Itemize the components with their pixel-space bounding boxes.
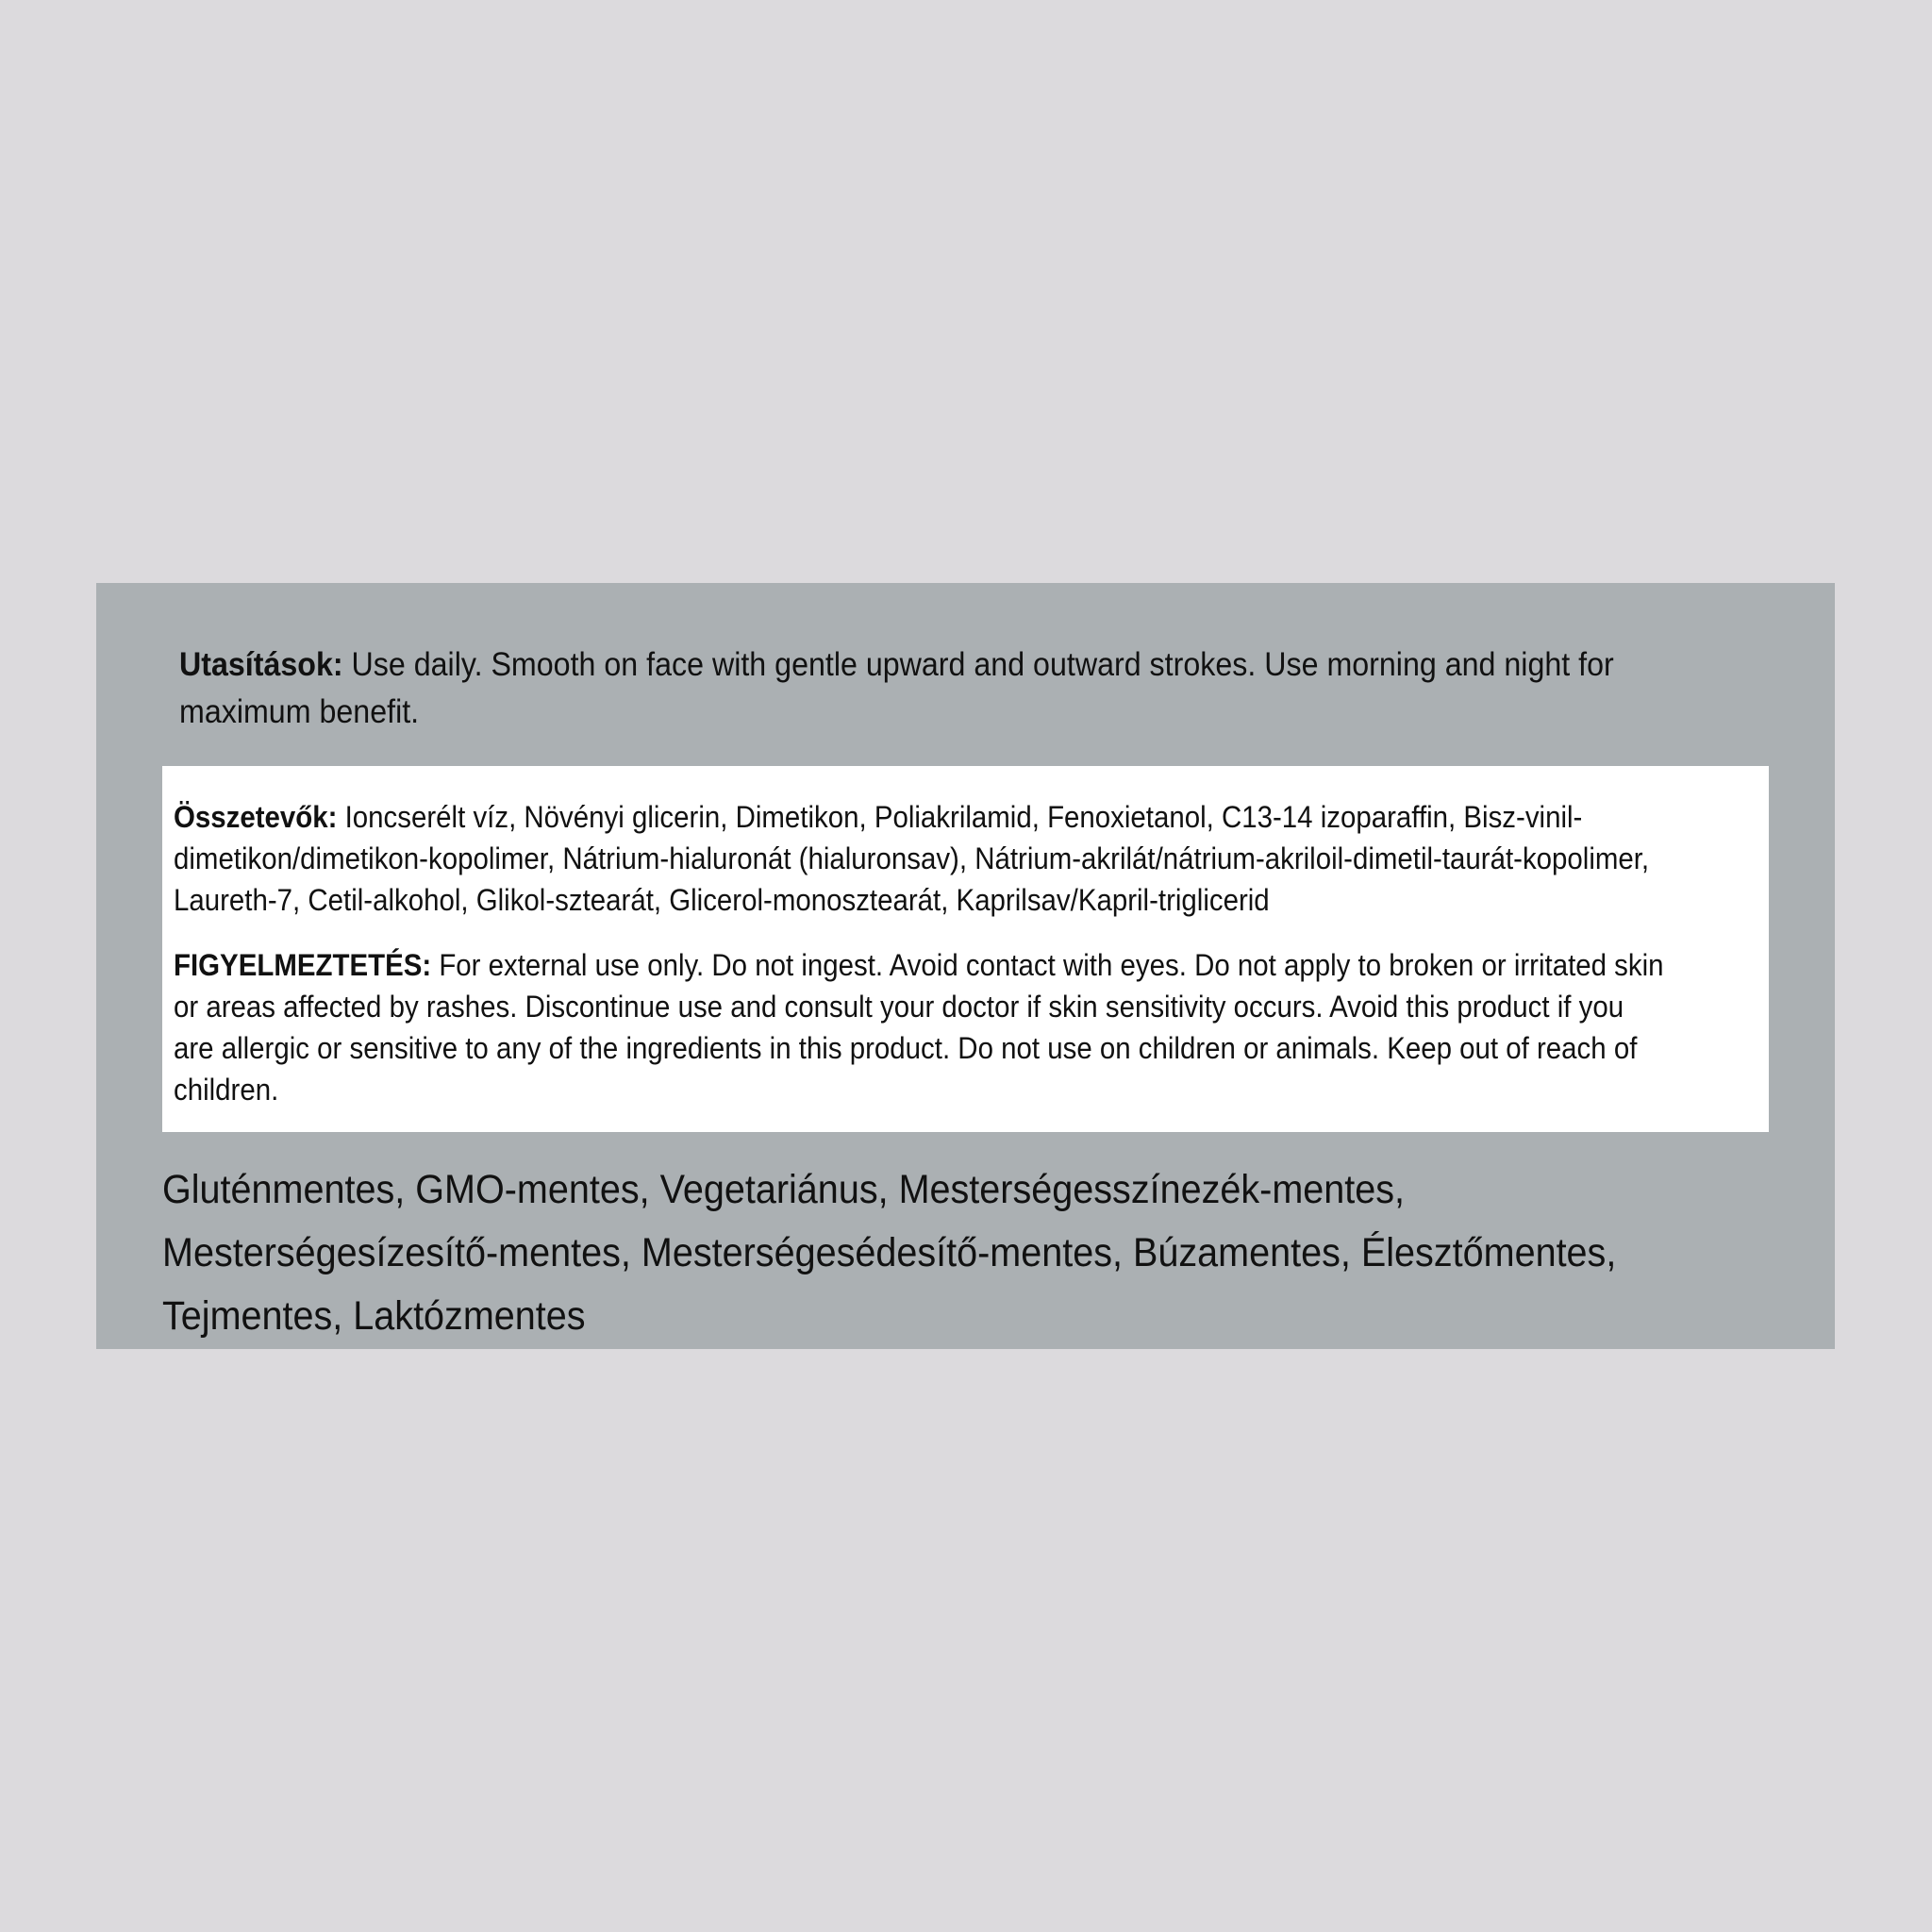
ingredients-text: Ioncserélt víz, Növényi glicerin, Dimetikon, Poliakrilamid, Fenoxietanol, C13-14 izoparaffin, Bisz-vinil-dimetikon/dimetikon-kopolimer, Nátrium-hialuronát (hialuronsav), Nátrium-akrilát/nátrium-akriloil-dimetil-taurát-kopolimer, Laureth-7, Cetil-alkohol, Glikol-sztearát, Glicerol-monosztearát, Kaprilsav/Kapril-triglicerid bbox=[174, 800, 1650, 917]
ingredients-section bbox=[174, 796, 1671, 921]
warning-text: For external use only. Do not ingest. Avoid contact with eyes. Do not apply to broken or irritated skin or areas affected by rashes. Discontinue use and consult your doctor if skin sensitivity occurs. Avoid this product if you are allergic or sensitive to any of the ingredients in this product. Do not use on children or animals. Keep out of reach of children. bbox=[174, 948, 1664, 1107]
directions-label: Utasítások: bbox=[179, 646, 343, 683]
ingredients-warning-box bbox=[162, 766, 1769, 1132]
ingredients-label: Összetevők: bbox=[174, 800, 338, 834]
label-panel bbox=[96, 583, 1835, 1349]
free-from-list: Gluténmentes, GMO-mentes, Vegetariánus, Mesterségesszínezék-mentes, Mesterségesízesítő-mentes, Mesterségesédesítő-mentes, Búzamentes, Élesztőmentes, Tejmentes, Laktózmentes bbox=[162, 1167, 1617, 1339]
warning-section bbox=[174, 944, 1671, 1110]
directions-text: Use daily. Smooth on face with gentle upward and outward strokes. Use morning and night for maximum benefit. bbox=[179, 646, 1614, 730]
warning-label: FIGYELMEZTETÉS: bbox=[174, 948, 432, 982]
directions-section bbox=[179, 641, 1638, 736]
